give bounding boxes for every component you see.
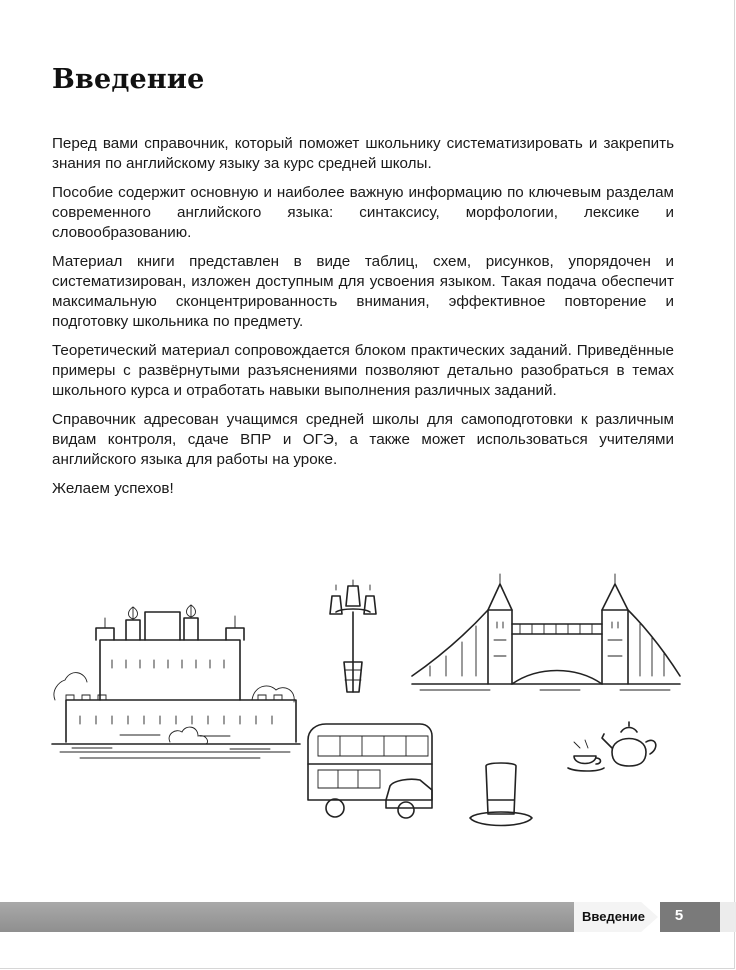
castle-sketch [52, 605, 300, 758]
london-illustrations [0, 570, 736, 850]
page-number-box [660, 902, 720, 932]
paragraph-1: Перед вами справочник, который поможет школьнику систематизировать и закрепить знания по английскому языку за курс средней школы. [52, 135, 674, 172]
paragraph-4: Теоретический материал сопровождается блоком практических заданий. Приведённые примеры с развёрнутыми разъяснениями позволяют детально разобраться в темах школьного курса и отработать навыки выполнения различных заданий. [52, 342, 674, 399]
paragraph-5: Справочник адресован учащимся средней школы для самоподготовки к различным видам контроля, сдаче ВПР и ОГЭ, а также может использоваться учителями английского языка для работы на уроке. [52, 411, 674, 468]
page-footer [0, 902, 736, 932]
paragraph-3: Материал книги представлен в виде таблиц, схем, рисунков, упорядочен и систематизирован, изложен доступным для усвоения языком. Такая подача обеспечит максимальную сконцентрированность внимания, эффективное повторение и подготовку школьника по предмету. [52, 253, 674, 330]
footer-bar [0, 902, 640, 932]
paragraph-2: Пособие содержит основную и наиболее важную информацию по ключевым разделам современного английского языка: синтаксису, морфологии, лексике и словообразованию. [52, 184, 674, 241]
street-lamp-sketch [330, 580, 376, 692]
intro-text [52, 134, 674, 508]
top-hat-sketch [470, 763, 532, 826]
bridge-sketch [412, 574, 680, 690]
closing-wish: Желаем успехов! [52, 480, 174, 497]
footer-section-title: Введение [582, 909, 645, 924]
page-number: 5 [674, 907, 684, 924]
bus-sketch [308, 724, 432, 818]
footer-edge [720, 902, 736, 932]
page-title: Введение [52, 64, 205, 95]
teapot-cup-sketch [568, 722, 656, 771]
